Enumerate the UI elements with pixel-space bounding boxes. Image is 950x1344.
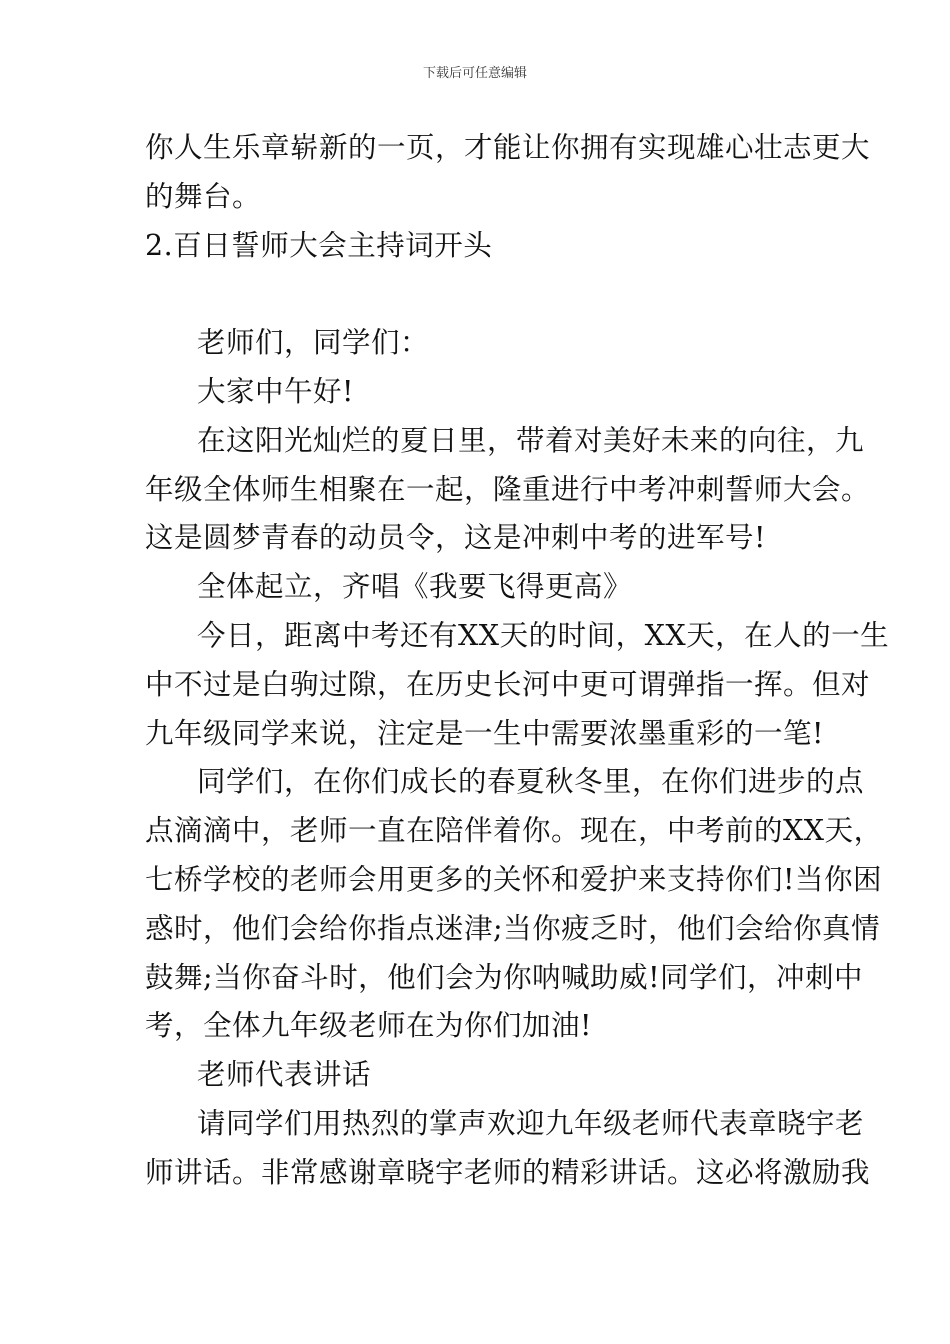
salutation: 老师们，同学们： [197,326,430,360]
page-header: 下载后可任意编辑 [422,66,527,81]
text-line: 这是圆梦青春的动员令，这是冲刺中考的进军号! [145,521,766,555]
blank-line [145,270,810,319]
text-line: 中不过是白驹过隙，在历史长河中更可谓弹指一挥。但对 [145,667,871,701]
text-line: 鼓舞;当你奋斗时，他们会为你呐喊助威!同学们，冲刺中 [145,960,864,994]
text-line: 的舞台。 [145,179,262,213]
text-line: 请同学们用热烈的掌声欢迎九年级老师代表章晓宇老 [197,1106,865,1140]
text-line: 今日，距离中考还有XX天的时间，XX天，在人的一生 [197,618,890,652]
text-line: 九年级同学来说，注定是一生中需要浓墨重彩的一笔! [145,716,824,750]
text-line: 点滴滴中，老师一直在陪伴着你。现在，中考前的XX天， [145,814,883,848]
text-line: 年级全体师生相聚在一起，隆重进行中考冲刺誓师大会。 [145,472,871,506]
greeting: 大家中午好! [197,374,354,408]
text-line: 在这阳光灿烂的夏日里，带着对美好未来的向往，九 [197,423,865,457]
text-line: 老师代表讲话 [197,1058,372,1092]
document-body [145,124,890,1198]
text-line: 同学们，在你们成长的春夏秋冬里，在你们进步的点 [197,765,865,799]
text-line: 全体起立，齐唱《我要飞得更高》 [197,570,633,604]
section-heading: 2.百日誓师大会主持词开头 [145,228,493,262]
text-line: 惑时，他们会给你指点迷津;当你疲乏时，他们会给你真情 [145,911,881,945]
text-line: 考，全体九年级老师在为你们加油! [145,1009,592,1043]
text-line: 师讲话。非常感谢章晓宇老师的精彩讲话。这必将激励我 [145,1155,871,1189]
text-line: 七桥学校的老师会用更多的关怀和爱护来支持你们!当你困 [145,862,882,896]
text-line: 你人生乐章崭新的一页，才能让你拥有实现雄心壮志更大 [145,131,871,164]
